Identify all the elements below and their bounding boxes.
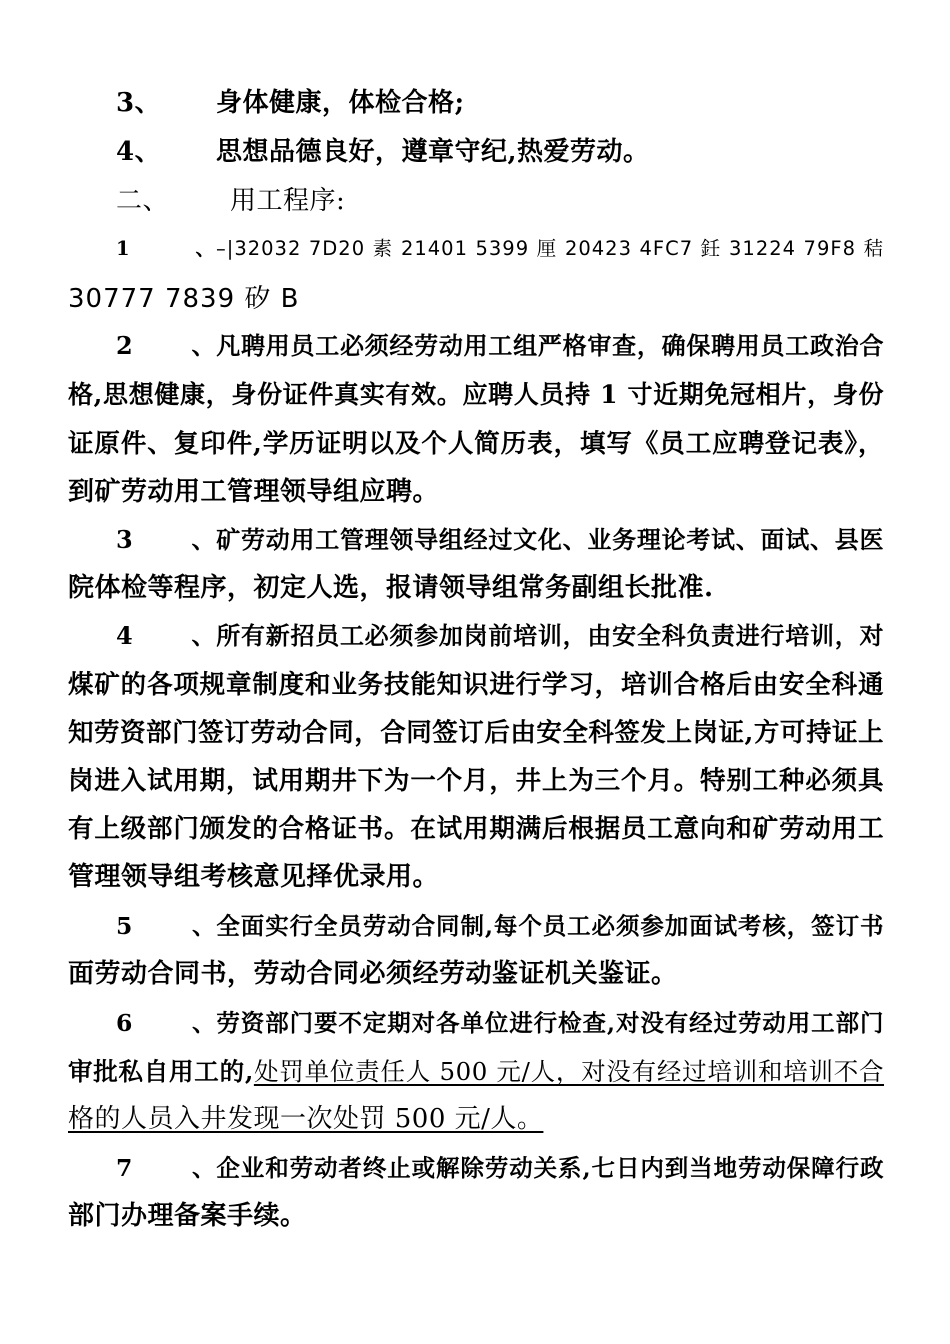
paragraph-line <box>68 1057 884 1087</box>
paragraph-line <box>68 573 884 603</box>
section-heading-2 <box>68 186 884 216</box>
item-text: 审批私自用工的, <box>68 1057 254 1086</box>
item-text: 凡聘用员工必须经劳动用工组严格审查，确保聘用员工政治合 <box>216 331 884 360</box>
item-text: 身体健康，体检合格; <box>216 88 465 118</box>
item-text: 有上级部门颁发的合格证书。在试用期满后根据员工意向和矿劳动用工 <box>68 814 884 844</box>
item-text: 部门办理备案手续。 <box>68 1201 307 1231</box>
list-item-4-training <box>68 621 884 651</box>
list-item-7-termination <box>68 1153 884 1183</box>
item-number: 4、 <box>116 137 162 167</box>
paragraph-line <box>68 766 884 796</box>
item-text: 企业和劳动者终止或解除劳动关系,七日内到当地劳动保障行政 <box>216 1154 884 1182</box>
underlined-penalty-text: 处罚单位责任人 500 元/人，对没有经过培训和培训不合 <box>253 1057 885 1086</box>
paragraph-line <box>68 959 884 989</box>
paragraph-line <box>68 670 884 700</box>
item-text: 管理领导组考核意见择优录用。 <box>68 862 440 892</box>
item-text: 所有新招员工必须参加岗前培训，由安全科负责进行培训，对 <box>216 621 884 650</box>
paragraph-line <box>68 429 884 459</box>
list-item-6-inspection <box>68 1008 884 1038</box>
item-number: 3、 <box>116 525 216 554</box>
item-number: 2、 <box>116 331 216 360</box>
paragraph-line <box>68 862 884 892</box>
paragraph-line <box>68 814 884 844</box>
paragraph-line <box>68 1201 884 1231</box>
list-item-4-conduct <box>68 137 884 167</box>
list-item-3-health <box>68 88 884 118</box>
paragraph-line <box>68 718 884 748</box>
item-text: 院体检等程序，初定人选，报请领导组常务副组长批准. <box>68 573 714 603</box>
item-text: 矿劳动用工管理领导组经过文化、业务理论考试、面试、县医 <box>216 525 884 554</box>
item-text: –|32032 7D20 素 21401 5399 厘 20423 4FC7 鈓 31224 79F8 秸 <box>216 237 884 260</box>
paragraph-line <box>68 380 884 410</box>
list-item-1-garbled <box>68 234 884 264</box>
section-title: 用工程序: <box>230 186 346 216</box>
item-text: 思想品德良好，遵章守纪,热爱劳动。 <box>216 137 650 167</box>
item-number: 3、 <box>116 88 162 118</box>
list-item-2-review <box>68 331 884 361</box>
paragraph-line <box>68 477 884 507</box>
item-text: 劳资部门要不定期对各单位进行检查,对没有经过劳动用工部门 <box>216 1009 884 1037</box>
item-text: 岗进入试用期，试用期井下为一个月，井上为三个月。特别工种必须具 <box>68 766 884 796</box>
paragraph-line <box>68 1104 884 1134</box>
item-text: 知劳资部门签订劳动合同，合同签订后由安全科签发上岗证,方可持证上 <box>68 718 884 748</box>
underlined-penalty-text: 格的人员入井发现一次处罚 500 元/人。 <box>68 1104 544 1134</box>
list-item-5-contract <box>68 911 884 941</box>
section-number: 二、 <box>116 186 170 216</box>
item-number: 1、 <box>116 237 216 260</box>
item-number: 5、 <box>116 912 216 940</box>
item-text: 到矿劳动用工管理领导组应聘。 <box>68 477 440 507</box>
item-text: 面劳动合同书，劳动合同必须经劳动鉴证机关鉴证。 <box>68 959 678 989</box>
item-text: 格,思想健康，身份证件真实有效。应聘人员持 1 寸近期免冠相片，身份 <box>68 380 884 409</box>
item-text: 30777 7839 矽 B <box>68 284 300 314</box>
item-number: 4、 <box>116 621 216 650</box>
list-item-3-selection <box>68 525 884 555</box>
item-text: 全面实行全员劳动合同制,每个员工必须参加面试考核，签订书 <box>216 912 884 940</box>
item-number: 6、 <box>116 1009 216 1037</box>
item-number: 7、 <box>116 1154 216 1182</box>
paragraph-line <box>68 284 884 314</box>
item-text: 煤矿的各项规章制度和业务技能知识进行学习，培训合格后由安全科通 <box>68 670 884 700</box>
item-text: 证原件、复印件,学历证明以及个人简历表，填写《员工应聘登记表》， <box>68 429 884 459</box>
